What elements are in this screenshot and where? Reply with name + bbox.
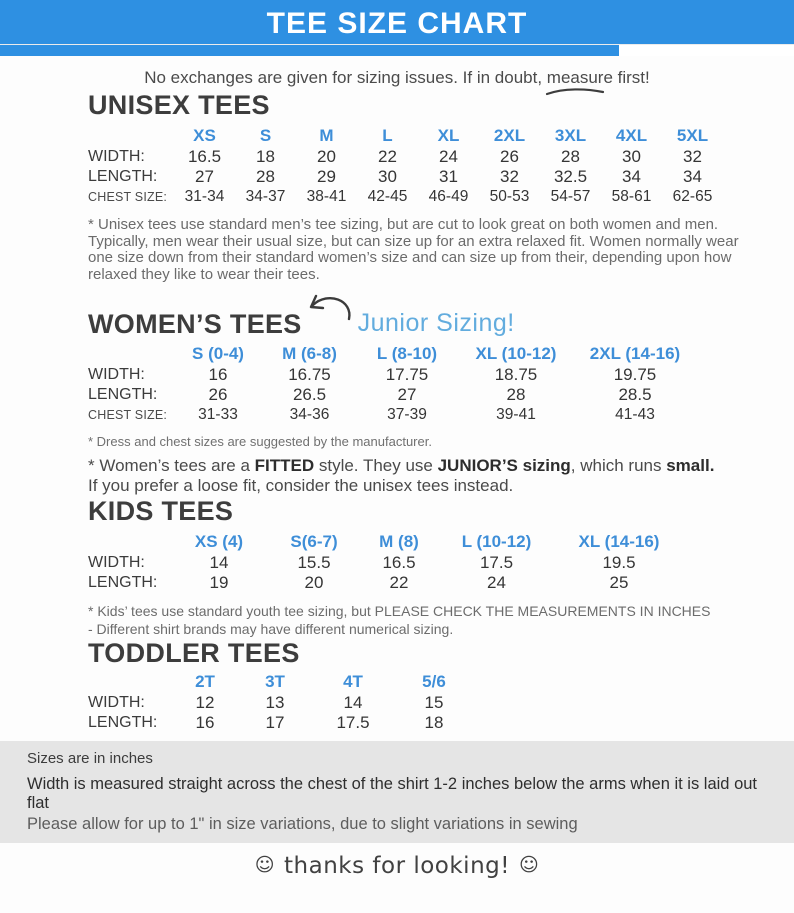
unisex-size-table [88, 125, 723, 207]
kids-note-line1: * Kids’ tees use standard youth tee sizing, but PLEASE CHECK THE MEASUREMENTS IN INCHES [88, 603, 711, 619]
size-value: 42-45 [367, 188, 408, 205]
toddler-size-table [88, 671, 476, 733]
footer-line-inches: Sizes are in inches [27, 750, 153, 767]
thanks-text: thanks for looking! [284, 853, 510, 879]
size-column-header: XL (10-12) [475, 344, 557, 363]
size-value: 26 [208, 385, 228, 404]
junior-sizing-annotation: Junior Sizing! [357, 309, 515, 337]
unisex-note: * Unisex tees use standard men’s tee sizing, but are cut to look great on both women and men. Typically, men wear their usual size, but can size up for an extra relaxed fit. Women normally wear one size down from their standard women’s size and can size up from their, depending upon how relaxed they like to wear their tees. [88, 216, 739, 283]
size-value: 37-39 [387, 406, 427, 423]
size-value: 20 [317, 147, 336, 166]
womens-manufacturer-note: * Dress and chest sizes are suggested by the manufacturer. [88, 434, 432, 449]
table-row [88, 167, 723, 187]
size-value: 16.5 [382, 553, 416, 572]
size-value: 34-37 [245, 188, 286, 205]
size-column-header: 4XL [615, 126, 648, 145]
table-row [88, 553, 679, 573]
size-value: 29 [317, 167, 336, 186]
size-column-header: S (0-4) [192, 344, 244, 363]
size-value: 30 [622, 147, 641, 166]
size-column-header: M (8) [379, 532, 419, 551]
womens-fitted-note-line2: If you prefer a loose fit, consider the unisex tees instead. [88, 476, 514, 495]
size-value: 24 [487, 573, 506, 592]
size-value: 18 [424, 713, 444, 732]
column-header-spacer [88, 343, 174, 365]
size-value: 31 [439, 167, 458, 186]
size-value: 16 [195, 713, 215, 732]
size-column-header: XS (4) [194, 532, 244, 551]
size-value: 28 [256, 167, 275, 186]
row-label: LENGTH: [88, 574, 158, 591]
size-value: 19.5 [602, 553, 636, 572]
header-bar [0, 0, 794, 44]
size-value: 28 [561, 147, 580, 166]
size-value: 34 [683, 167, 702, 186]
footer-line-variations: Please allow for up to 1" in size variations, due to slight variations in sewing [27, 815, 578, 833]
size-value: 32 [683, 147, 702, 166]
size-value: 31-34 [184, 188, 225, 205]
size-column-header: L (10-12) [461, 532, 532, 551]
size-column-header: XL [437, 126, 460, 145]
size-value: 18.75 [494, 365, 538, 384]
table-row [88, 385, 695, 405]
size-value: 28 [506, 385, 526, 404]
size-value: 58-61 [611, 188, 652, 205]
size-value: 20 [304, 573, 324, 592]
womens-size-table [88, 343, 695, 425]
size-column-header: 5XL [676, 126, 709, 145]
size-value: 34 [622, 167, 641, 186]
column-header-spacer [88, 531, 174, 553]
table-row [88, 693, 476, 713]
size-column-header: 3XL [554, 126, 587, 145]
size-column-header: 2XL (14-16) [589, 344, 681, 363]
size-value: 38-41 [306, 188, 347, 205]
womens-fitted-note [88, 456, 778, 496]
row-label: WIDTH: [88, 148, 145, 165]
hand-drawn-underline [544, 87, 606, 96]
size-column-header: 3T [265, 672, 285, 691]
size-value: 17.5 [336, 713, 370, 732]
smiley-right-icon: ☺ [518, 854, 540, 876]
size-value: 19.75 [613, 365, 657, 384]
size-column-header: XS [193, 126, 216, 145]
size-value: 25 [609, 573, 629, 592]
table-row [88, 187, 723, 207]
size-value: 28.5 [618, 385, 652, 404]
size-value: 22 [389, 573, 409, 592]
size-value: 32 [500, 167, 519, 186]
row-label: LENGTH: [88, 168, 158, 185]
size-value: 17.75 [385, 365, 429, 384]
table-row [88, 573, 679, 593]
curved-arrow-icon [302, 290, 354, 327]
header-sub-blue [0, 45, 619, 56]
size-value: 16 [208, 365, 228, 384]
kids-size-table [88, 531, 679, 593]
size-value: 16.75 [288, 365, 331, 384]
size-value: 24 [439, 147, 458, 166]
size-value: 39-41 [496, 406, 536, 423]
size-value: 16.5 [187, 147, 222, 166]
size-value: 12 [195, 693, 215, 712]
row-label: WIDTH: [88, 554, 145, 571]
table-row [88, 713, 476, 733]
size-value: 15.5 [297, 553, 331, 572]
size-column-header: 4T [343, 672, 363, 691]
table-row [88, 405, 695, 425]
size-column-header: M [319, 126, 334, 145]
size-value: 46-49 [428, 188, 469, 205]
table-row [88, 365, 695, 385]
smiley-left-icon: ☺ [254, 854, 276, 876]
womens-heading-row [88, 303, 794, 339]
unisex-heading: UNISEX TEES [88, 90, 270, 120]
size-value: 50-53 [489, 188, 530, 205]
column-header-spacer [88, 671, 174, 693]
size-column-header: 5/6 [422, 672, 446, 691]
size-value: 17.5 [479, 553, 514, 572]
row-label: WIDTH: [88, 366, 145, 383]
womens-heading: WOMEN’S TEES [88, 309, 302, 339]
size-value: 31-33 [198, 406, 238, 423]
row-label: CHEST SIZE: [88, 190, 168, 204]
kids-note-line2: - Different shirt brands may have different numerical sizing. [88, 621, 454, 637]
row-label: WIDTH: [88, 694, 145, 711]
size-column-header: 2XL [493, 126, 526, 145]
table-row [88, 147, 723, 167]
size-value: 34-36 [289, 406, 330, 423]
womens-fitted-note-line1: * Women’s tees are a FITTED style. They use JUNIOR’S sizing, which runs small. [88, 456, 715, 475]
header-sub-strip [0, 44, 794, 56]
size-column-header: 2T [195, 672, 215, 691]
size-value: 14 [209, 553, 229, 572]
row-label: LENGTH: [88, 714, 158, 731]
thanks-line [0, 853, 794, 879]
size-value: 15 [424, 693, 444, 712]
notice-suffix: first! [612, 68, 650, 87]
notice-measure-word: measure [547, 68, 613, 88]
size-column-header: XL (14-16) [578, 532, 660, 551]
header-white-notch [619, 45, 794, 56]
kids-heading: KIDS TEES [88, 496, 234, 526]
size-value: 22 [378, 147, 397, 166]
size-value: 27 [195, 167, 214, 186]
size-value: 30 [378, 167, 397, 186]
size-column-header: L (8-10) [376, 344, 438, 363]
size-value: 14 [343, 693, 363, 712]
footer-line-width-measure: Width is measured straight across the chest of the shirt 1-2 inches below the arms when it is laid out flat [27, 775, 758, 812]
size-column-header: S(6-7) [290, 532, 338, 551]
size-value: 19 [209, 573, 229, 592]
size-column-header: M (6-8) [282, 344, 337, 363]
size-column-header: L [382, 126, 393, 145]
page-title: TEE SIZE CHART [266, 7, 528, 40]
size-value: 26.5 [292, 385, 327, 404]
size-column-header: S [259, 126, 272, 145]
size-value: 41-43 [615, 406, 655, 423]
size-value: 27 [397, 385, 417, 404]
size-value: 18 [256, 147, 275, 166]
size-value: 26 [500, 147, 519, 166]
footer-notes [0, 741, 794, 843]
size-value: 62-65 [672, 188, 713, 205]
toddler-heading: TODDLER TEES [88, 638, 300, 668]
size-value: 32.5 [553, 167, 588, 186]
row-label: LENGTH: [88, 386, 158, 403]
row-label: CHEST SIZE: [88, 408, 168, 422]
column-header-spacer [88, 125, 174, 147]
size-value: 17 [265, 713, 285, 732]
kids-note [88, 602, 794, 638]
size-value: 54-57 [550, 188, 591, 205]
notice-prefix: No exchanges are given for sizing issues. If in doubt, [144, 68, 547, 87]
size-value: 13 [265, 693, 285, 712]
exchange-notice [0, 68, 794, 90]
